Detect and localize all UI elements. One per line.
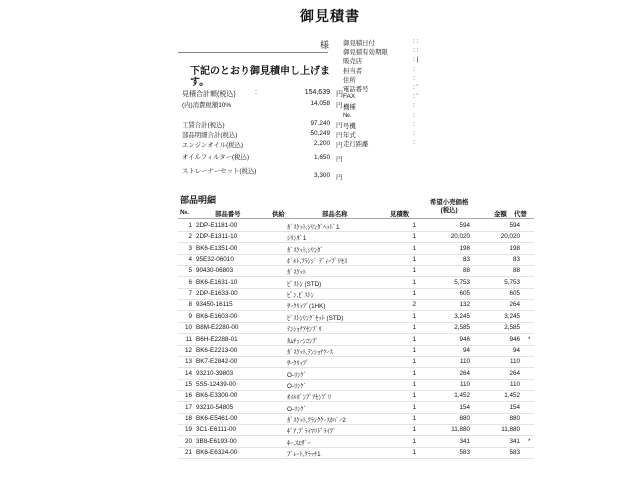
row-unit-price: 3,245 bbox=[454, 312, 470, 320]
row-part-name: ｷｰ,ｽｴｻﾞｰ bbox=[287, 439, 311, 447]
row-no: 3 bbox=[188, 244, 192, 252]
row-part-name: ｵｲﾙﾎﾟﾝﾌﾟｱｾﾝﾌﾞﾘ bbox=[287, 394, 332, 402]
row-part-name: O-ﾘﾝｸﾞ bbox=[287, 371, 307, 379]
row-part-no: 93210-54805 bbox=[196, 403, 234, 411]
row-part-no: 93450-16115 bbox=[196, 301, 233, 309]
info-colon: : bbox=[413, 102, 415, 110]
row-qty: 1 bbox=[412, 346, 416, 354]
row-part-no: 2DP-E1181-00 bbox=[196, 222, 238, 229]
row-unit-price: 198 bbox=[459, 244, 470, 252]
row-amount: 198 bbox=[509, 244, 520, 252]
breakdown-value: 1,650 bbox=[314, 154, 330, 161]
row-amount: 3,245 bbox=[504, 312, 520, 320]
row-part-name: ｶﾞｽｹｯﾄ,ｼﾘﾝﾀﾞﾍｯﾄﾞ1 bbox=[287, 224, 340, 231]
row-part-name: ｶﾞｽｹｯﾄ,ﾃﾝｼｮﾅｹｰｽ bbox=[287, 348, 333, 356]
info-label: 機種 bbox=[343, 104, 356, 112]
row-part-no: 93210-39803 bbox=[196, 369, 234, 377]
row-unit-price: 946 bbox=[459, 335, 470, 343]
table-row bbox=[0, 357, 640, 368]
info-colon: : bbox=[413, 120, 415, 128]
breakdown-label: エンジンオイル(税込) bbox=[182, 142, 244, 149]
row-part-no: BK6-E3300-00 bbox=[196, 392, 238, 400]
row-qty: 1 bbox=[412, 233, 416, 241]
row-qty: 1 bbox=[412, 278, 416, 286]
info-colon: : ' bbox=[413, 93, 418, 101]
breakdown-unit: 円 bbox=[336, 122, 343, 129]
row-qty: 1 bbox=[412, 324, 416, 332]
table-row bbox=[0, 403, 640, 414]
row-unit-price: 83 bbox=[462, 256, 470, 264]
row-no: 10 bbox=[184, 324, 192, 332]
table-row bbox=[0, 414, 640, 425]
row-unit-price: 1,452 bbox=[454, 392, 470, 400]
row-unit-price: 11,880 bbox=[451, 426, 470, 434]
row-part-no: 3B8-E6193-00 bbox=[196, 437, 237, 445]
info-label: 走行距離 bbox=[343, 141, 369, 149]
table-row bbox=[0, 437, 640, 448]
row-qty: 1 bbox=[412, 414, 416, 422]
table-row bbox=[0, 300, 640, 311]
col-header-part-no: 部品番号 bbox=[215, 211, 241, 218]
col-header-unit-price: 希望小売価格 (税込) bbox=[430, 199, 469, 214]
row-no: 1 bbox=[188, 222, 192, 229]
parts-section-title: 部品明細 bbox=[180, 195, 217, 205]
table-row bbox=[0, 266, 640, 277]
row-part-name: ﾋﾟｽﾄﾝ (STD) bbox=[287, 280, 322, 288]
table-row bbox=[0, 448, 640, 459]
row-unit-price: 341 bbox=[459, 437, 470, 445]
table-row bbox=[0, 380, 640, 391]
row-part-no: 2DP-E1311-10 bbox=[196, 233, 238, 241]
info-label: FAX bbox=[343, 93, 356, 101]
estimate-total-unit: 円 bbox=[336, 91, 343, 98]
breakdown-unit: 円 bbox=[336, 156, 343, 163]
row-no: 9 bbox=[188, 312, 192, 320]
row-part-no: BK6-E1351-00 bbox=[196, 244, 238, 252]
info-colon: : bbox=[413, 130, 415, 137]
breakdown-unit: 円 bbox=[336, 174, 343, 181]
row-qty: 1 bbox=[412, 437, 416, 445]
row-qty: 1 bbox=[412, 244, 416, 252]
breakdown-unit: 円 bbox=[336, 132, 343, 139]
row-no: 14 bbox=[184, 369, 192, 377]
row-part-no: B8M-E2280-00 bbox=[196, 324, 239, 332]
info-colon: : bbox=[413, 111, 415, 119]
table-row bbox=[0, 232, 640, 243]
row-no: 13 bbox=[184, 358, 192, 366]
row-qty: 1 bbox=[412, 358, 416, 366]
row-part-no: 95E32-06010 bbox=[196, 256, 234, 264]
row-qty: 1 bbox=[412, 392, 416, 400]
row-no: 12 bbox=[184, 346, 192, 354]
table-row bbox=[0, 391, 640, 402]
row-qty: 1 bbox=[412, 222, 416, 229]
row-unit-price: 88 bbox=[462, 267, 470, 275]
row-part-name: ｶﾞｽｹｯﾄ,ｼﾘﾝﾀﾞ bbox=[287, 246, 324, 254]
row-amount: 264 bbox=[509, 301, 520, 309]
table-row bbox=[0, 312, 640, 323]
row-amount: 11,880 bbox=[501, 426, 520, 434]
breakdown-unit: 円 bbox=[336, 142, 343, 149]
row-amount: 20,020 bbox=[500, 233, 520, 241]
row-amount: 110 bbox=[509, 380, 520, 388]
row-replace: * bbox=[528, 437, 531, 445]
row-no: 11 bbox=[185, 335, 192, 343]
info-colon: : | bbox=[413, 56, 419, 64]
row-amount: 94 bbox=[512, 346, 520, 354]
row-no: 20 bbox=[184, 437, 192, 445]
row-unit-price: 594 bbox=[459, 222, 470, 229]
row-amount: 5,753 bbox=[504, 278, 520, 286]
row-part-no: BK6-E2213-00 bbox=[196, 346, 238, 354]
row-unit-price: 110 bbox=[459, 358, 470, 366]
row-part-name: ｶﾑﾁｪｰﾝｺﾝﾌﾟ bbox=[287, 337, 319, 345]
row-qty: 1 bbox=[412, 403, 416, 411]
breakdown-label: 工賃合計(税込) bbox=[182, 122, 225, 129]
breakdown-value: 97,240 bbox=[310, 120, 330, 127]
row-amount: 2,585 bbox=[504, 324, 520, 332]
info-label: №. bbox=[343, 111, 352, 119]
row-unit-price: 110 bbox=[459, 380, 470, 388]
info-colon: : : bbox=[413, 47, 419, 55]
row-amount: 341 bbox=[509, 437, 520, 445]
table-row bbox=[0, 244, 640, 255]
col-header-replace: 代替 bbox=[514, 211, 527, 218]
row-part-no: 5S5-12439-00 bbox=[196, 380, 236, 388]
info-colon: : bbox=[413, 65, 415, 73]
breakdown-label: ストレーナーセット(税込) bbox=[182, 168, 257, 175]
row-unit-price: 2,585 bbox=[454, 324, 470, 332]
table-row bbox=[0, 255, 640, 266]
col-header-no: №. bbox=[180, 209, 189, 216]
row-part-name: ｻｰｸﾘｯﾌﾟ(1HK) bbox=[287, 303, 326, 311]
row-amount: 88 bbox=[512, 267, 520, 275]
breakdown-label: オイルフィルター(税込) bbox=[182, 154, 250, 161]
row-part-name: ﾎﾞﾙﾄ,ﾌﾗﾝｼﾞ ﾃﾞｨｰﾌﾟﾘｾｽ bbox=[287, 258, 348, 266]
row-amount: 1,452 bbox=[504, 392, 520, 400]
row-unit-price: 132 bbox=[459, 301, 470, 309]
row-qty: 1 bbox=[412, 256, 416, 264]
info-label: 号機 bbox=[343, 122, 356, 130]
row-part-name: ｶﾞｽｹｯﾄ,ｸﾗﾝｸｹｰｽｶﾊﾞｰ2 bbox=[287, 416, 346, 424]
row-no: 8 bbox=[188, 301, 192, 309]
row-no: 21 bbox=[184, 449, 192, 456]
row-unit-price: 605 bbox=[459, 290, 470, 298]
row-qty: 1 bbox=[412, 380, 416, 388]
customer-name-line bbox=[178, 52, 328, 53]
row-unit-price: 583 bbox=[459, 449, 470, 456]
breakdown-value: 2,200 bbox=[314, 140, 330, 147]
row-part-no: BK6-E1603-00 bbox=[196, 312, 238, 320]
row-amount: 83 bbox=[512, 256, 520, 264]
row-part-no: 3C1-E6111-00 bbox=[196, 426, 237, 434]
table-row bbox=[0, 221, 640, 232]
intro-text: 下記のとおり御見積申し上げます。 bbox=[190, 66, 330, 88]
row-qty: 1 bbox=[412, 267, 416, 275]
info-label: 住所 bbox=[343, 76, 356, 84]
row-part-name: ｻｰｸﾘｯﾌﾟ bbox=[287, 360, 310, 368]
col-header-supply: 供給 bbox=[272, 211, 285, 218]
row-amount: 110 bbox=[509, 358, 520, 366]
colon: : bbox=[255, 89, 257, 96]
row-amount: 264 bbox=[509, 369, 520, 377]
col-header-amount: 金額 bbox=[494, 211, 507, 218]
info-label: 御見積日付 bbox=[343, 40, 375, 47]
row-part-no: BK6-E6324-00 bbox=[196, 449, 238, 456]
row-unit-price: 264 bbox=[459, 369, 470, 377]
row-amount: 154 bbox=[509, 403, 520, 411]
row-replace: * bbox=[528, 335, 531, 343]
table-row bbox=[0, 335, 640, 346]
row-amount: 880 bbox=[509, 414, 520, 422]
row-no: 5 bbox=[188, 267, 192, 275]
row-part-name: ﾋﾟﾝ,ﾋﾟｽﾄﾝ bbox=[287, 292, 314, 300]
row-part-no: BK6-E5461-00 bbox=[196, 414, 238, 422]
row-amount: 583 bbox=[509, 449, 520, 456]
row-qty: 1 bbox=[412, 312, 416, 320]
table-row bbox=[0, 289, 640, 300]
row-part-no: 2DP-E1633-00 bbox=[196, 290, 238, 298]
estimate-total-value: 154,639 bbox=[304, 89, 330, 96]
row-no: 6 bbox=[188, 278, 192, 286]
info-label: 御見積有効期限 bbox=[343, 49, 388, 57]
row-part-name: ﾌﾟﾚｰﾄ,ｸﾗｯﾁ1 bbox=[287, 451, 321, 458]
row-part-name: ﾋﾟｽﾄﾝﾘﾝｸﾞｾｯﾄ (STD) bbox=[287, 314, 344, 322]
document-title: 御見積書 bbox=[300, 8, 360, 24]
info-colon: : bbox=[413, 139, 415, 147]
row-part-name: ﾃﾝｼｮﾅｱｾﾝﾌﾞﾘ bbox=[287, 326, 322, 334]
info-colon: : : bbox=[413, 38, 419, 45]
row-part-no: BK6-E1631-10 bbox=[196, 278, 238, 286]
estimate-total-label: 見積合計額(税込) bbox=[182, 91, 236, 98]
row-no: 17 bbox=[184, 403, 192, 411]
breakdown-value: 50,249 bbox=[310, 130, 330, 137]
tax-value: 14,058 bbox=[310, 100, 330, 107]
row-qty: 1 bbox=[412, 449, 416, 456]
row-no: 2 bbox=[188, 233, 192, 241]
row-no: 15 bbox=[184, 380, 192, 388]
table-row bbox=[0, 369, 640, 380]
row-no: 4 bbox=[188, 256, 192, 264]
row-qty: 1 bbox=[412, 290, 416, 298]
row-qty: 1 bbox=[412, 426, 416, 434]
row-qty: 1 bbox=[412, 369, 416, 377]
table-row bbox=[0, 346, 640, 357]
info-label: 販売店 bbox=[343, 58, 363, 66]
row-no: 18 bbox=[184, 414, 192, 422]
row-part-name: ｷﾞｱ,ﾌﾟﾗｲﾏﾘﾄﾞﾗｲﾌﾞ bbox=[287, 428, 336, 436]
row-no: 7 bbox=[188, 290, 192, 298]
col-header-qty: 見積数 bbox=[390, 211, 410, 218]
row-part-no: 90430-06803 bbox=[196, 267, 234, 275]
header-divider bbox=[178, 218, 534, 219]
tax-label: (内)消費税額10% bbox=[182, 102, 231, 109]
row-no: 16 bbox=[184, 392, 192, 400]
table-row bbox=[0, 323, 640, 334]
row-unit-price: 94 bbox=[462, 346, 470, 354]
breakdown-label: 部品明細合計(税込) bbox=[182, 132, 238, 139]
row-part-name: ｼﾘﾝﾀﾞ1 bbox=[287, 235, 307, 243]
customer-honorific: 様 bbox=[320, 40, 330, 50]
info-colon: : bbox=[413, 74, 415, 82]
row-part-name: O-ﾘﾝｸﾞ bbox=[287, 382, 307, 390]
table-row bbox=[0, 425, 640, 436]
row-qty: 1 bbox=[412, 335, 416, 343]
row-amount: 946 bbox=[509, 335, 520, 343]
row-unit-price: 20,020 bbox=[450, 233, 470, 241]
row-part-name: O-ﾘﾝｸﾞ bbox=[287, 405, 307, 413]
table-row bbox=[0, 278, 640, 289]
info-label: 年式 bbox=[343, 132, 356, 139]
col-header-name: 部品名称 bbox=[322, 211, 348, 218]
info-label: 電話番号 bbox=[343, 86, 369, 93]
row-unit-price: 880 bbox=[459, 414, 470, 422]
row-amount: 605 bbox=[509, 290, 520, 298]
info-colon: : ' bbox=[413, 84, 418, 91]
row-unit-price: 5,753 bbox=[454, 278, 470, 286]
row-part-no: BK7-E2842-00 bbox=[196, 358, 238, 366]
row-unit-price: 154 bbox=[459, 403, 470, 411]
tax-unit: 円 bbox=[336, 102, 343, 109]
row-part-no: B6H-E2288-01 bbox=[196, 335, 238, 343]
row-qty: 2 bbox=[412, 301, 416, 309]
row-no: 19 bbox=[184, 426, 192, 434]
row-amount: 594 bbox=[509, 222, 520, 229]
row-part-name: ｶﾞｽｹｯﾄ bbox=[287, 269, 306, 277]
breakdown-value: 3,300 bbox=[314, 172, 330, 179]
row-divider bbox=[178, 458, 534, 459]
info-label: 担当者 bbox=[343, 67, 363, 75]
